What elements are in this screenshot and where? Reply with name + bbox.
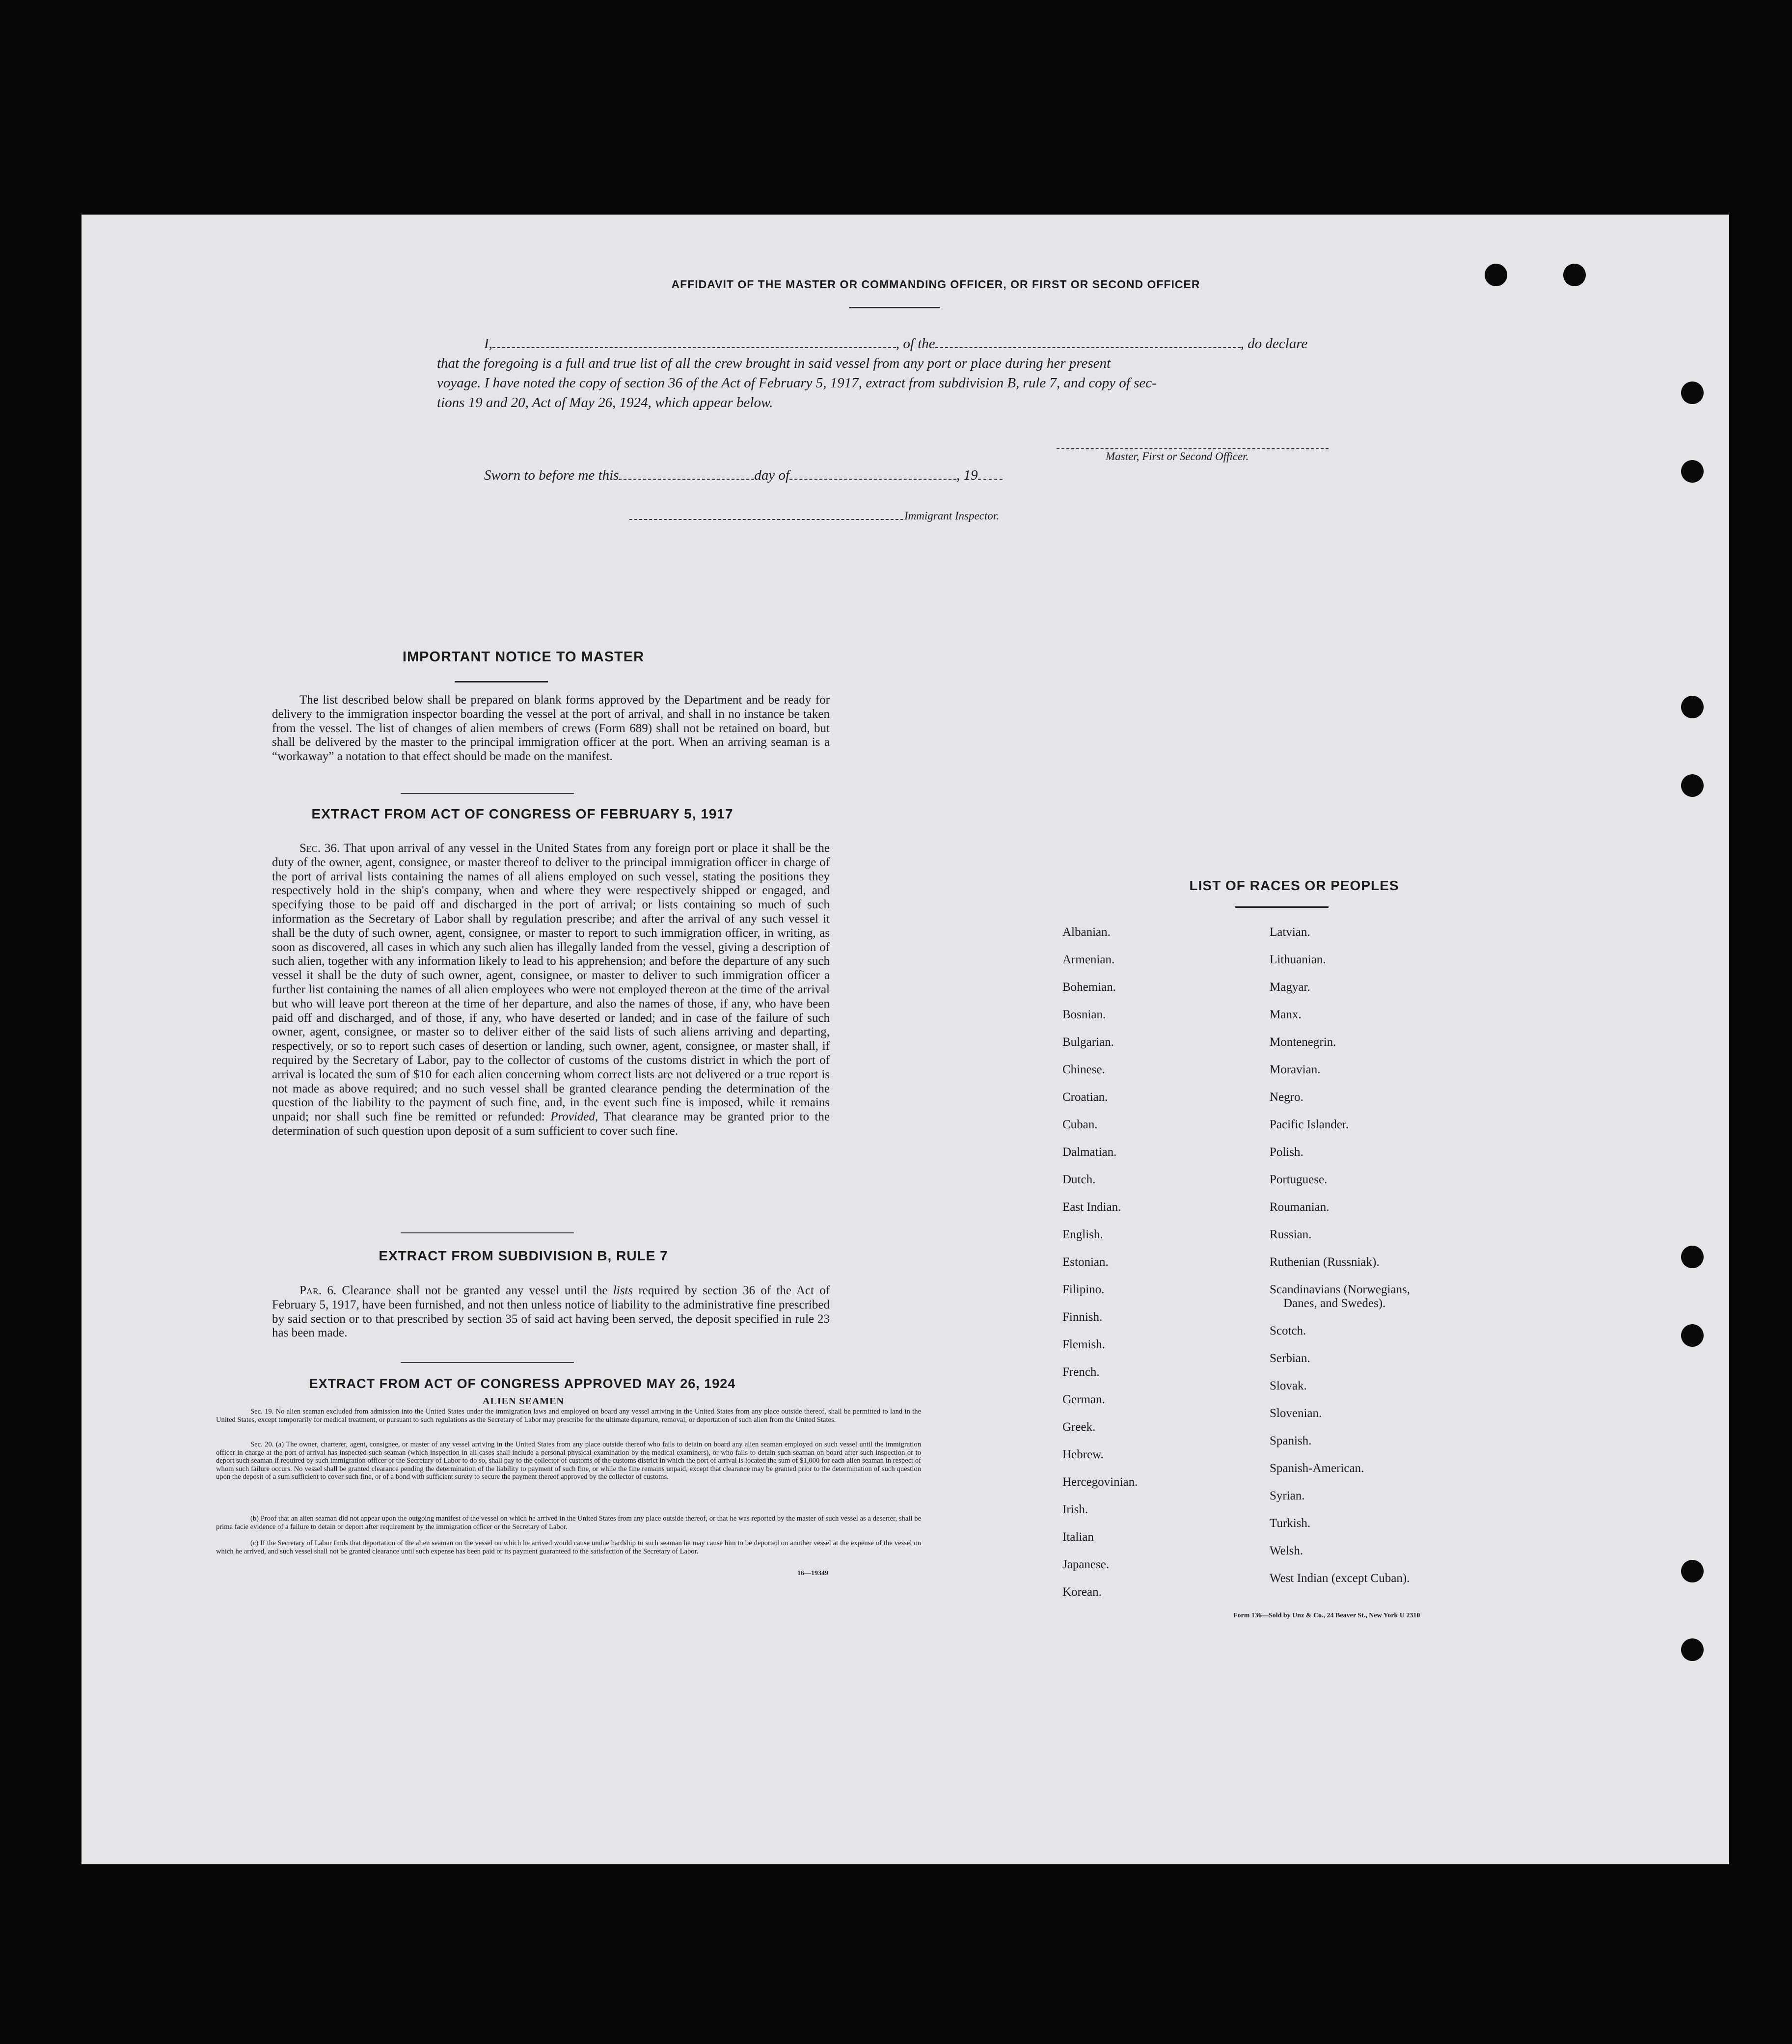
punch-hole-icon <box>1485 264 1507 286</box>
race-item: Chinese. <box>1062 1063 1105 1076</box>
section-36-label: Sec. 36. <box>299 842 340 855</box>
race-item: Flemish. <box>1062 1338 1105 1351</box>
subdivision-text <box>272 1284 830 1340</box>
race-item: Bohemian. <box>1062 981 1116 994</box>
race-item: Serbian. <box>1270 1352 1310 1365</box>
race-item: Slovak. <box>1270 1379 1307 1392</box>
lists-word: lists <box>613 1284 633 1297</box>
race-item: Bosnian. <box>1062 1008 1106 1021</box>
race-item: Montenegrin. <box>1270 1036 1336 1049</box>
race-item: Spanish-American. <box>1270 1462 1364 1475</box>
document-sheet <box>81 215 1729 1864</box>
race-item: Danes, and Swedes). <box>1283 1297 1386 1310</box>
race-item: Ruthenian (Russniak). <box>1270 1255 1380 1269</box>
race-item: Scotch. <box>1270 1324 1306 1337</box>
inspector-signature-line[interactable] <box>629 519 903 520</box>
race-item: Roumanian. <box>1270 1200 1330 1214</box>
subdivision-title: EXTRACT FROM SUBDIVISION B, RULE 7 <box>379 1248 668 1263</box>
provided-label: Provided, <box>550 1110 598 1124</box>
of-the-label: , of the <box>896 336 935 352</box>
day-of-label: day of <box>754 467 790 483</box>
extract-1917-title: EXTRACT FROM ACT OF CONGRESS OF FEBRUARY 5, 1917 <box>311 806 733 821</box>
affidavit-line-4: tions 19 and 20, Act of May 26, 1924, which appear below. <box>437 395 773 410</box>
divider <box>401 793 574 794</box>
punch-hole-icon <box>1681 1638 1704 1661</box>
notice-text: The list described below shall be prepared on blank forms approved by the Department and be ready for delivery to the immigration inspector boarding the vessel at the port of arrival, and shall in no instance be taken from the vessel. The list of changes of alien members of crews (Form 689) shall not be retained on board, but shall be delivered by the master to the principal immigration officer at the port. When an arriving seaman is a “workaway” a notation to that effect should be made on the manifest. <box>272 693 830 763</box>
form-note: Form 136—Sold by Unz & Co., 24 Beaver St., New York U 2310 <box>1233 1612 1420 1619</box>
sworn-month-field[interactable] <box>789 469 956 480</box>
race-item: Albanian. <box>1062 926 1111 939</box>
race-item: Manx. <box>1270 1008 1302 1021</box>
divider <box>455 681 548 682</box>
divider <box>1235 906 1329 908</box>
race-item: Cuban. <box>1062 1118 1098 1131</box>
affidavit-line-3: voyage. I have noted the copy of section 36 of the Act of February 5, 1917, extract from subdivision B, rule 7, and copy of sec- <box>437 375 1157 391</box>
notice-title: IMPORTANT NOTICE TO MASTER <box>402 649 645 665</box>
race-item: Greek. <box>1062 1420 1096 1434</box>
race-item: Polish. <box>1270 1145 1303 1159</box>
race-item: Italian <box>1062 1530 1094 1544</box>
race-item: Filipino. <box>1062 1283 1105 1296</box>
race-item: East Indian. <box>1062 1200 1121 1214</box>
race-item: Pacific Islander. <box>1270 1118 1349 1131</box>
race-item: Bulgarian. <box>1062 1036 1114 1049</box>
sec-19-text: Sec. 19. No alien seaman excluded from admission into the United States under the immigration laws and employed on board any vessel arriving in the United States from any place outside thereof, shall be permitted to land in the United States, except temporarily for medical treatment, or pursuant to such regulations as the Secretary of Labor may prescribe for the ultimate departure, removal, or deportation of such alien from the United States. <box>216 1408 921 1424</box>
par-6-text-b: required by section 36 of the Act of February 5, 1917, have been furnished, and not then unless notice of liability to the administrative fine prescribed by said section or to that prescribed by section 35 of said act having been served, the deposit specified in rule 23 has been made. <box>272 1284 830 1340</box>
races-col-1 <box>1062 919 1138 1606</box>
affidavit-line-1 <box>484 336 1441 352</box>
races-col-2 <box>1270 919 1410 1592</box>
section-36-text: That upon arrival of any vessel in the United States from any foreign port or place it shall be the duty of the owner, agent, consignee, or master thereof to deliver to the principal immigration officer in charge of the port of arrival lists containing the names of all aliens employed on such vessel, stating the positions they respectively hold in the ship's company, when and where they were respectively shipped or engaged, and specifying those to be paid off and discharged in the port of arrival; or lists containing so much of such information as the Secretary of Labor shall by regulation prescribe; and after the arrival of any such vessel it shall be the duty of such owner, agent, consignee, or master to report to such immigration officer, in writing, as soon as discovered, all cases in which any such alien has illegally landed from the vessel, giving a description of such alien, together with any information likely to lead to his apprehension; and before the departure of any such vessel it shall be the duty of such owner, agent, consignee, or master to deliver to such immigration officer a further list containing the names of all alien employees who were not employed thereon at the time of the arrival but who will leave port thereon at the time of her departure, and also the names of those, if any, who have been paid off and discharged, and of those, if any, who have deserted or landed; and in case of the failure of such owner, agent, consignee, or master so to deliver either of the said lists of such aliens arriving and departing, respectively, or so to report such cases of desertion or landing, such owner, agent, consignee, or master shall, if required by the Secretary of Labor, pay to the collector of customs of the customs district in which the port of arrival is located the sum of $10 for each alien concerning whom correct lists are not delivered or a true report is not made as above required; and no such vessel shall be granted clearance pending the determination of the question of the liability to the payment of such fine, and, in the event such fine is imposed, while it remains unpaid; nor shall such fine be remitted or refunded: <box>272 842 830 1124</box>
master-name-field[interactable] <box>492 337 896 348</box>
do-declare-label: , do declare <box>1240 336 1308 352</box>
punch-hole-icon <box>1681 382 1704 404</box>
race-item: Moravian. <box>1270 1063 1321 1076</box>
race-item: Croatian. <box>1062 1090 1108 1104</box>
race-item: Scandinavians (Norwegians, <box>1270 1283 1411 1296</box>
punch-hole-icon <box>1681 460 1704 483</box>
race-item: Magyar. <box>1270 981 1310 994</box>
alien-seamen-subtitle: ALIEN SEAMEN <box>483 1396 564 1407</box>
race-item: Japanese. <box>1062 1558 1110 1571</box>
par-6-label: Par. 6. <box>299 1284 337 1297</box>
race-item: Latvian. <box>1270 926 1310 939</box>
extract-1924-title: EXTRACT FROM ACT OF CONGRESS APPROVED MAY 26, 1924 <box>309 1376 736 1391</box>
race-item: Portuguese. <box>1270 1173 1328 1186</box>
race-item: Negro. <box>1270 1090 1303 1104</box>
affidavit-title: AFFIDAVIT OF THE MASTER OR COMMANDING OFFICER, OR FIRST OR SECOND OFFICER <box>671 278 1200 291</box>
punch-hole-icon <box>1681 774 1704 797</box>
i-label: I, <box>484 336 492 352</box>
race-item: English. <box>1062 1228 1103 1241</box>
race-item: Spanish. <box>1270 1434 1312 1447</box>
race-item: Finnish. <box>1062 1310 1103 1324</box>
race-item: Welsh. <box>1270 1544 1303 1557</box>
race-item: Irish. <box>1062 1503 1088 1516</box>
punch-hole-icon <box>1681 1324 1704 1347</box>
race-item: Dalmatian. <box>1062 1145 1117 1159</box>
race-item: Hercegovinian. <box>1062 1475 1138 1489</box>
par-6-text-a: Clearance shall not be granted any vessel until the <box>342 1284 608 1297</box>
race-item: Armenian. <box>1062 953 1115 966</box>
section-36-text-end: That clearance may be granted prior to the determination of such question upon deposit of a sum sufficient to cover such fine. <box>272 1110 830 1138</box>
race-item: Slovenian. <box>1270 1407 1322 1420</box>
sworn-year-field[interactable] <box>978 469 1003 480</box>
punch-hole-icon <box>1563 264 1586 286</box>
punch-hole-icon <box>1681 1246 1704 1268</box>
race-item: Russian. <box>1270 1228 1312 1241</box>
sec-20c-text: (c) If the Secretary of Labor finds that deportation of the alien seaman on the vessel on which he arrived would cause undue hardship to such seaman he may cause him to be deported on another vessel at the expense of the vessel on which he arrived, and such vessel shall not be granted clearance until such expense has been paid or its payment guaranteed to the satisfaction of the Secretary of Labor. <box>216 1539 921 1555</box>
master-signature-label: Master, First or Second Officer. <box>1106 450 1249 463</box>
divider <box>401 1362 574 1363</box>
race-item: Hebrew. <box>1062 1448 1104 1461</box>
sworn-line <box>484 467 1003 484</box>
sworn-day-field[interactable] <box>619 469 754 480</box>
divider <box>401 1232 574 1233</box>
race-item: Korean. <box>1062 1585 1102 1599</box>
form-code: 16—19349 <box>797 1570 828 1577</box>
sworn-label: Sworn to before me this <box>484 467 619 483</box>
race-item: German. <box>1062 1393 1105 1406</box>
divider <box>849 307 940 308</box>
race-item: Estonian. <box>1062 1255 1109 1269</box>
race-item: West Indian (except Cuban). <box>1270 1572 1410 1585</box>
races-title: LIST OF RACES OR PEOPLES <box>1189 878 1399 893</box>
sec-20a-text: Sec. 20. (a) The owner, charterer, agent, consignee, or master of any vessel arriving in the United States from any place outside thereof who fails to detain on board any alien seaman employed on such vessel until the immigration officer in charge at the port of arrival has inspected such seaman (which inspection in all cases shall include a personal physical examination by the medical examiners), or who fails to detain such seaman on board after such inspection or to deport such seaman if required by such immigration officer or the Secretary of Labor to do so, shall pay to the collector of customs of the customs district in which the port of arrival is located the sum of $1,000 for each alien seaman in respect of whom such failure occurs. No vessel shall be granted clearance pending the determination of the liability to payment of such fine, or while the fine remains unpaid, except that clearance may be granted prior to the determination of such question upon the deposit of a sum sufficient to cover such fine, or of a bond with sufficient surety to secure the payment thereof approved by the collector of customs. <box>216 1441 921 1481</box>
race-item: Turkish. <box>1270 1517 1311 1530</box>
inspector-label: Immigrant Inspector. <box>904 510 999 522</box>
vessel-name-field[interactable] <box>935 337 1241 348</box>
punch-hole-icon <box>1681 696 1704 718</box>
sec-20b-text: (b) Proof that an alien seaman did not appear upon the outgoing manifest of the vessel on which he arrived in the United States from any place outside thereof, or that he was reported by the master of such vessel as a deserter, shall be prima facie evidence of a failure to detain or deport after requirement by the immigration officer or the Secretary of Labor. <box>216 1515 921 1531</box>
extract-1917-text <box>272 842 830 1139</box>
affidavit-line-2: that the foregoing is a full and true list of all the crew brought in said vessel from any port or place during her present <box>437 355 1111 371</box>
punch-hole-icon <box>1681 1560 1704 1582</box>
master-signature-line[interactable] <box>1057 448 1329 449</box>
race-item: Syrian. <box>1270 1489 1305 1502</box>
race-item: French. <box>1062 1365 1100 1379</box>
race-item: Dutch. <box>1062 1173 1096 1186</box>
race-item: Lithuanian. <box>1270 953 1326 966</box>
year-label: , 19 <box>956 467 978 483</box>
